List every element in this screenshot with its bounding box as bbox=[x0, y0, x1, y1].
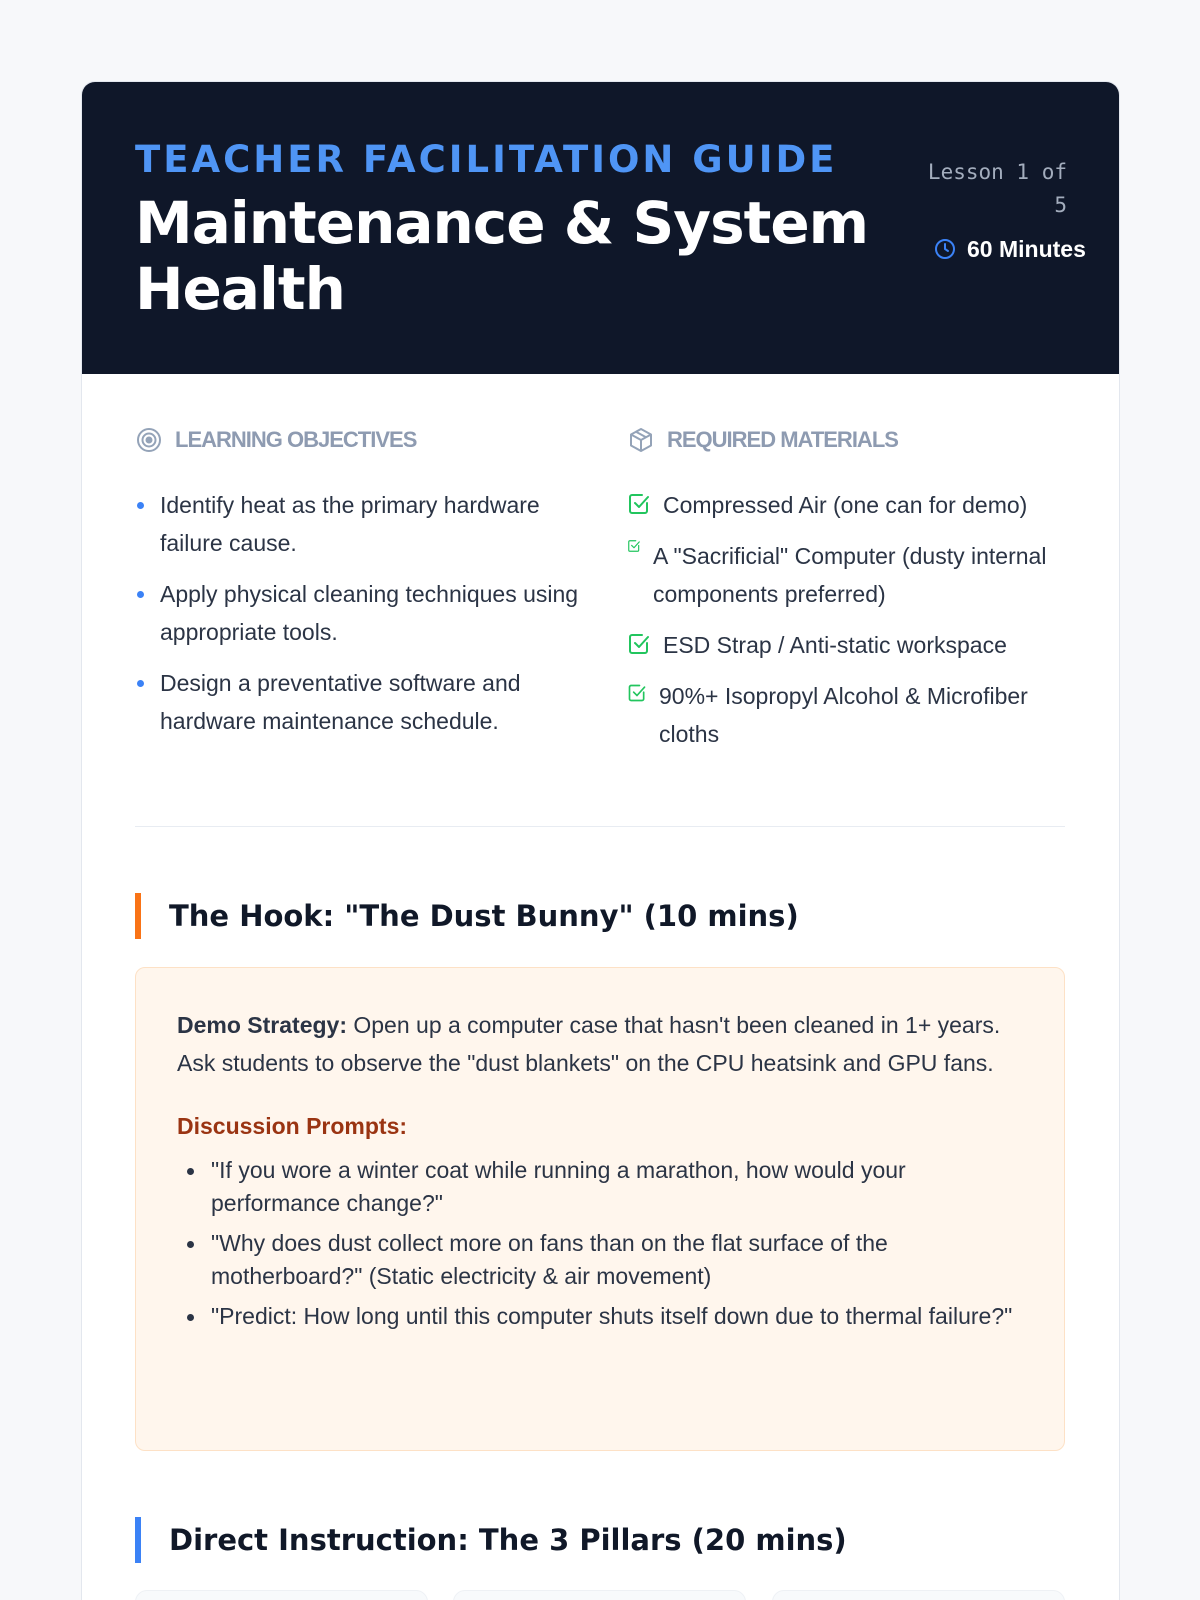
duration-text: 60 Minutes bbox=[967, 236, 1086, 262]
list-item bbox=[627, 486, 1077, 524]
list-item bbox=[627, 626, 1077, 664]
discussion-prompts-list bbox=[177, 1154, 1024, 1333]
objectives-list bbox=[135, 486, 585, 753]
box-icon bbox=[627, 426, 655, 454]
hook-callout bbox=[135, 967, 1065, 1451]
lesson-info bbox=[917, 156, 1086, 262]
lesson-number: Lesson 1 of 5 bbox=[927, 160, 1067, 217]
instruction-title-text: Direct Instruction: The 3 Pillars (20 mins) bbox=[169, 1523, 847, 1557]
list-item: "Why does dust collect more on fans than on the flat surface of the motherboard?" (Static electricity & air movement) bbox=[177, 1227, 1024, 1293]
lesson-guide-card bbox=[81, 81, 1120, 1600]
objectives-heading-label: LEARNING OBJECTIVES bbox=[175, 427, 417, 452]
section-accent-bar bbox=[135, 1517, 141, 1563]
materials-heading-label: REQUIRED MATERIALS bbox=[667, 427, 898, 452]
section-accent-bar bbox=[135, 893, 141, 939]
material-label: Compressed Air (one can for demo) bbox=[663, 492, 1028, 518]
clock-icon bbox=[933, 237, 957, 261]
objectives-heading bbox=[135, 426, 416, 454]
lesson-duration bbox=[933, 232, 1086, 266]
materials-heading bbox=[627, 426, 898, 454]
list-item: Design a preventative software and hardware maintenance schedule. bbox=[135, 664, 585, 740]
demo-strategy bbox=[177, 1006, 1024, 1082]
checkbox-icon bbox=[627, 632, 651, 656]
list-item: "Predict: How long until this computer shuts itself down due to thermal failure?" bbox=[177, 1300, 1024, 1333]
list-item: "If you wore a winter coat while running a marathon, how would your performance change?" bbox=[177, 1154, 1024, 1220]
list-item: Apply physical cleaning techniques using appropriate tools. bbox=[135, 575, 585, 651]
material-label: A "Sacrificial" Computer (dusty internal components preferred) bbox=[653, 543, 1047, 607]
guide-eyebrow: TEACHER FACILITATION GUIDE bbox=[135, 138, 838, 181]
list-item bbox=[627, 537, 1077, 613]
materials-list bbox=[627, 486, 1077, 766]
instruction-section-title bbox=[135, 1517, 847, 1563]
material-label: ESD Strap / Anti-static workspace bbox=[663, 632, 1007, 658]
checkbox-icon bbox=[627, 683, 647, 703]
checkbox-icon bbox=[627, 539, 641, 553]
demo-strategy-label: Demo Strategy: bbox=[177, 1012, 347, 1038]
pillar-card bbox=[135, 1590, 428, 1600]
hook-title-text: The Hook: "The Dust Bunny" (10 mins) bbox=[169, 899, 799, 933]
list-item bbox=[627, 677, 1077, 753]
overview-columns bbox=[135, 426, 1065, 746]
page-title: Maintenance & System Health bbox=[135, 189, 869, 323]
guide-header bbox=[82, 82, 1119, 374]
demo-strategy-text: Open up a computer case that hasn't been cleaned in 1+ years. Ask students to observe the "dust blankets" on the CPU heatsink and GPU fans. bbox=[177, 1012, 1001, 1076]
discussion-prompts-label: Discussion Prompts: bbox=[177, 1113, 408, 1139]
checkbox-icon bbox=[627, 492, 651, 516]
material-label: 90%+ Isopropyl Alcohol & Microfiber cloths bbox=[659, 683, 1028, 747]
section-divider bbox=[135, 826, 1065, 827]
pillar-card bbox=[772, 1590, 1065, 1600]
pillar-card bbox=[453, 1590, 746, 1600]
list-item: Identify heat as the primary hardware failure cause. bbox=[135, 486, 585, 562]
target-icon bbox=[135, 426, 163, 454]
hook-section-title bbox=[135, 893, 799, 939]
